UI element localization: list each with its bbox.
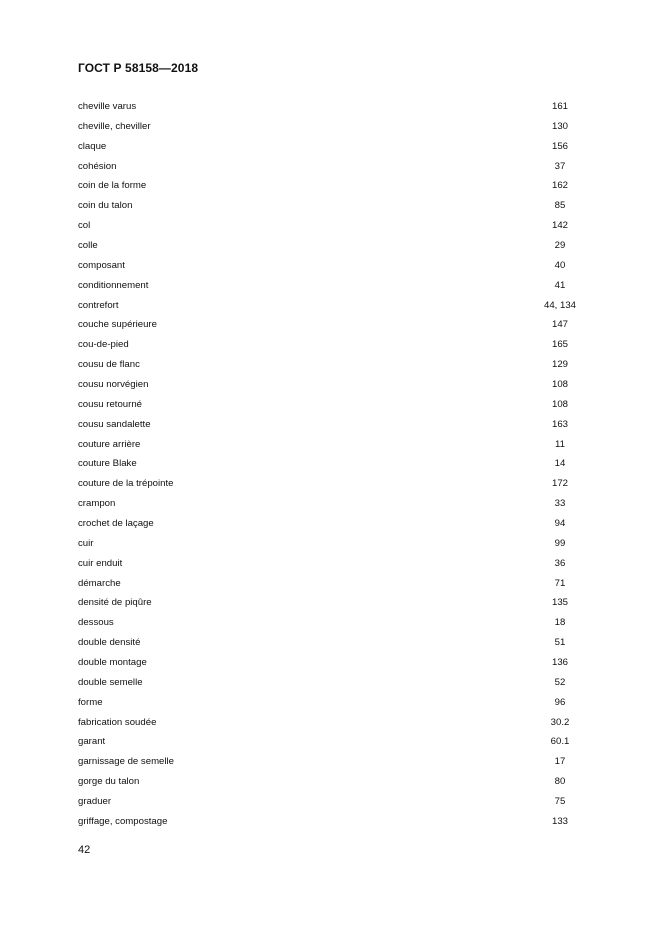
index-row: [78, 454, 580, 474]
index-reference: 162: [551, 180, 568, 192]
index-term: cuir: [78, 537, 94, 549]
index-term: cousu retourné: [78, 398, 142, 410]
index-row: [78, 534, 580, 554]
index-term: cousu norvégien: [78, 378, 149, 390]
index-reference: 161: [551, 100, 568, 112]
index-reference: 36: [554, 557, 566, 569]
index-row: [78, 335, 580, 355]
index-term: double montage: [78, 656, 147, 668]
index-reference: 33: [554, 498, 566, 510]
index-reference: 142: [551, 220, 568, 232]
index-row: [78, 236, 580, 256]
index-term: cohésion: [78, 160, 117, 172]
index-term: colle: [78, 239, 98, 251]
index-reference: 11: [555, 438, 565, 450]
index-term: dessous: [78, 617, 114, 629]
index-row: [78, 574, 580, 594]
index-row: [78, 613, 580, 633]
index-term: cheville varus: [78, 100, 137, 112]
index-term: forme: [78, 696, 103, 708]
index-row: [78, 157, 580, 177]
index-reference: 165: [551, 339, 568, 351]
index-row: [78, 494, 580, 514]
index-term: composant: [78, 259, 125, 271]
document-header: ГОСТ Р 58158—2018: [78, 61, 199, 75]
index-term: crampon: [78, 498, 116, 510]
index-row: [78, 673, 580, 693]
index-reference: 85: [554, 200, 566, 212]
index-row: [78, 176, 580, 196]
index-row: [78, 554, 580, 574]
index-term: fabrication soudée: [78, 716, 157, 728]
index-term: cou-de-pied: [78, 339, 129, 351]
index-reference: 99: [554, 537, 566, 549]
index-reference: 60.1: [550, 736, 570, 748]
index-row: [78, 415, 580, 435]
index-reference: 17: [554, 756, 566, 768]
index-reference: 75: [554, 796, 566, 807]
index-term: couture arrière: [78, 438, 141, 450]
index-row: [78, 733, 580, 753]
index-term: cousu sandalette: [78, 418, 151, 430]
index-term: conditionnement: [78, 279, 149, 291]
index-row: [78, 713, 580, 733]
index-reference: 18: [554, 617, 566, 629]
index-reference: 71: [554, 577, 566, 589]
index-term: couture Blake: [78, 458, 137, 470]
index-reference: 156: [551, 140, 568, 152]
index-reference: 52: [554, 676, 566, 688]
index-term: contrefort: [78, 299, 119, 311]
page-number: 42: [78, 844, 91, 856]
index-term: gorge du talon: [78, 776, 140, 788]
index-reference: 96: [554, 696, 566, 708]
index-row: [78, 315, 580, 335]
index-row: [78, 395, 580, 415]
index-row: [78, 693, 580, 713]
index-row: [78, 435, 580, 455]
index-term: garnissage de semelle: [78, 756, 174, 768]
index-row: [78, 196, 580, 216]
index-row: [78, 772, 580, 792]
index-term: claque: [78, 140, 107, 152]
index-reference: 147: [551, 319, 568, 331]
index-term: cousu de flanc: [78, 359, 140, 371]
index-row: [78, 375, 580, 395]
index-reference: 108: [551, 378, 568, 390]
term-index-list: [78, 97, 580, 832]
index-row: [78, 593, 580, 613]
index-row: [78, 216, 580, 236]
index-term: couture de la trépointe: [78, 478, 174, 490]
index-term: double densité: [78, 637, 141, 649]
index-reference: 40: [554, 259, 566, 271]
index-reference: 135: [551, 597, 568, 609]
index-row: [78, 633, 580, 653]
index-reference: 29: [554, 239, 566, 251]
index-term: coin du talon: [78, 200, 133, 212]
index-row: [78, 137, 580, 157]
index-reference: 14: [554, 458, 566, 470]
index-row: [78, 812, 580, 832]
index-term: graduer: [78, 796, 112, 807]
index-row: [78, 474, 580, 494]
index-term: coin de la forme: [78, 180, 147, 192]
index-reference: 44, 134: [543, 299, 576, 311]
index-reference: 129: [551, 359, 568, 371]
index-term: griffage, compostage: [78, 815, 168, 827]
index-row: [78, 117, 580, 137]
index-term: double semelle: [78, 676, 143, 688]
index-reference: 172: [551, 478, 568, 490]
index-row: [78, 355, 580, 375]
index-reference: 108: [551, 398, 568, 410]
index-reference: 51: [554, 637, 566, 649]
index-term: garant: [78, 736, 106, 748]
index-reference: 37: [554, 160, 566, 172]
index-reference: 94: [554, 517, 566, 529]
index-row: [78, 256, 580, 276]
index-row: [78, 792, 580, 812]
index-reference: 133: [551, 815, 568, 827]
index-term: couche supérieure: [78, 319, 157, 331]
index-reference: 30.2: [550, 716, 570, 728]
index-row: [78, 97, 580, 117]
index-row: [78, 653, 580, 673]
index-term: col: [78, 220, 91, 232]
index-term: cuir enduit: [78, 557, 123, 569]
index-reference: 80: [554, 776, 566, 788]
index-row: [78, 276, 580, 296]
index-reference: 136: [551, 656, 568, 668]
index-term: cheville, cheviller: [78, 120, 151, 132]
index-row: [78, 296, 580, 316]
index-row: [78, 514, 580, 534]
index-term: démarche: [78, 577, 121, 589]
index-term: densité de piqûre: [78, 597, 152, 609]
index-term: crochet de laçage: [78, 517, 154, 529]
index-reference: 163: [551, 418, 568, 430]
index-reference: 130: [551, 120, 568, 132]
index-row: [78, 752, 580, 772]
index-reference: 41: [554, 279, 566, 291]
